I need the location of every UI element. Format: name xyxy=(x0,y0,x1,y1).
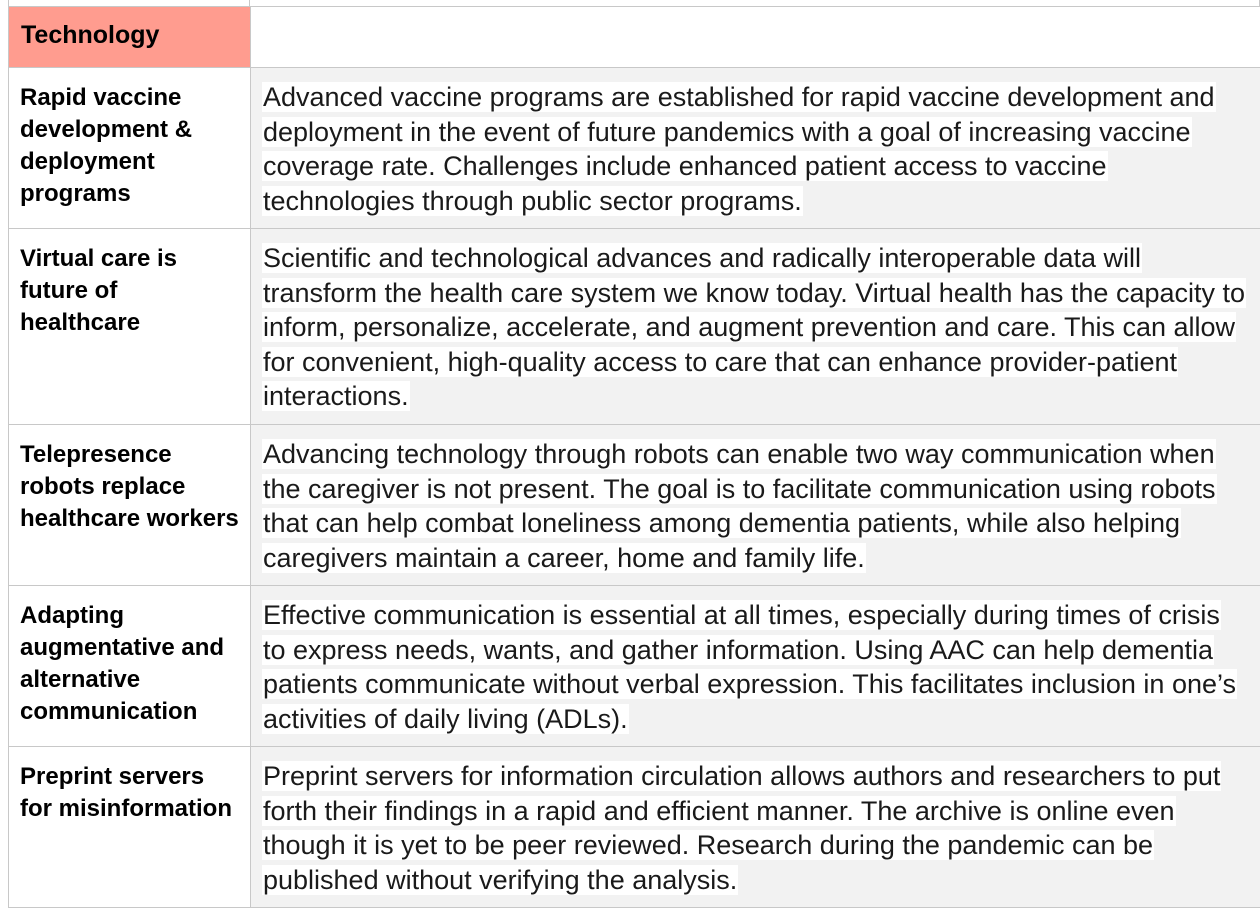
row-description-text: Preprint servers for information circulation allows authors and researchers to put forth their findings in a rapid and efficient manner. The archive is online even though it is yet to be peer reviewed. Research during the pandemic can be published without verifying the analysis. xyxy=(263,761,1221,895)
row-description xyxy=(251,68,1260,229)
table-row xyxy=(9,747,1260,908)
row-label: Preprint servers for misinformation xyxy=(9,747,251,908)
table-row xyxy=(9,586,1260,747)
row-description xyxy=(251,586,1260,747)
row-description xyxy=(251,425,1260,586)
section-header-empty-cell xyxy=(251,7,1260,68)
table-row xyxy=(9,425,1260,586)
technology-table xyxy=(8,6,1260,908)
row-description-text: Effective communication is essential at all times, especially during times of crisis to express needs, wants, and gather information. Using AAC can help dementia patients communicate without verbal expression. This facilitates inclusion in one’s activities of daily living (ADLs). xyxy=(263,600,1237,734)
row-description-text: Advanced vaccine programs are established for rapid vaccine development and deployment in the event of future pandemics with a goal of increasing vaccine coverage rate. Challenges include enhanced patient access to vaccine technologies through public sector programs. xyxy=(263,82,1215,216)
row-label: Virtual care is future of healthcare xyxy=(9,229,251,425)
row-label: Telepresence robots replace healthcare workers xyxy=(9,425,251,586)
row-description xyxy=(251,229,1260,425)
row-description xyxy=(251,747,1260,908)
table-row xyxy=(9,68,1260,229)
section-header-row xyxy=(9,7,1260,68)
row-label: Rapid vaccine development & deployment programs xyxy=(9,68,251,229)
row-description-text: Scientific and technological advances and radically interoperable data will transform the health care system we know today. Virtual health has the capacity to inform, personalize, accelerate, and augment prevention and care. This can allow for convenient, high-quality access to care that can enhance provider-patient interactions. xyxy=(263,243,1246,411)
section-title: Technology xyxy=(9,7,251,68)
table-row xyxy=(9,229,1260,425)
row-label: Adapting augmentative and alternative communication xyxy=(9,586,251,747)
row-description-text: Advancing technology through robots can enable two way communication when the caregiver is not present. The goal is to facilitate communication using robots that can help combat loneliness among dementia patients, while also helping caregivers maintain a career, home and family life. xyxy=(263,439,1216,573)
